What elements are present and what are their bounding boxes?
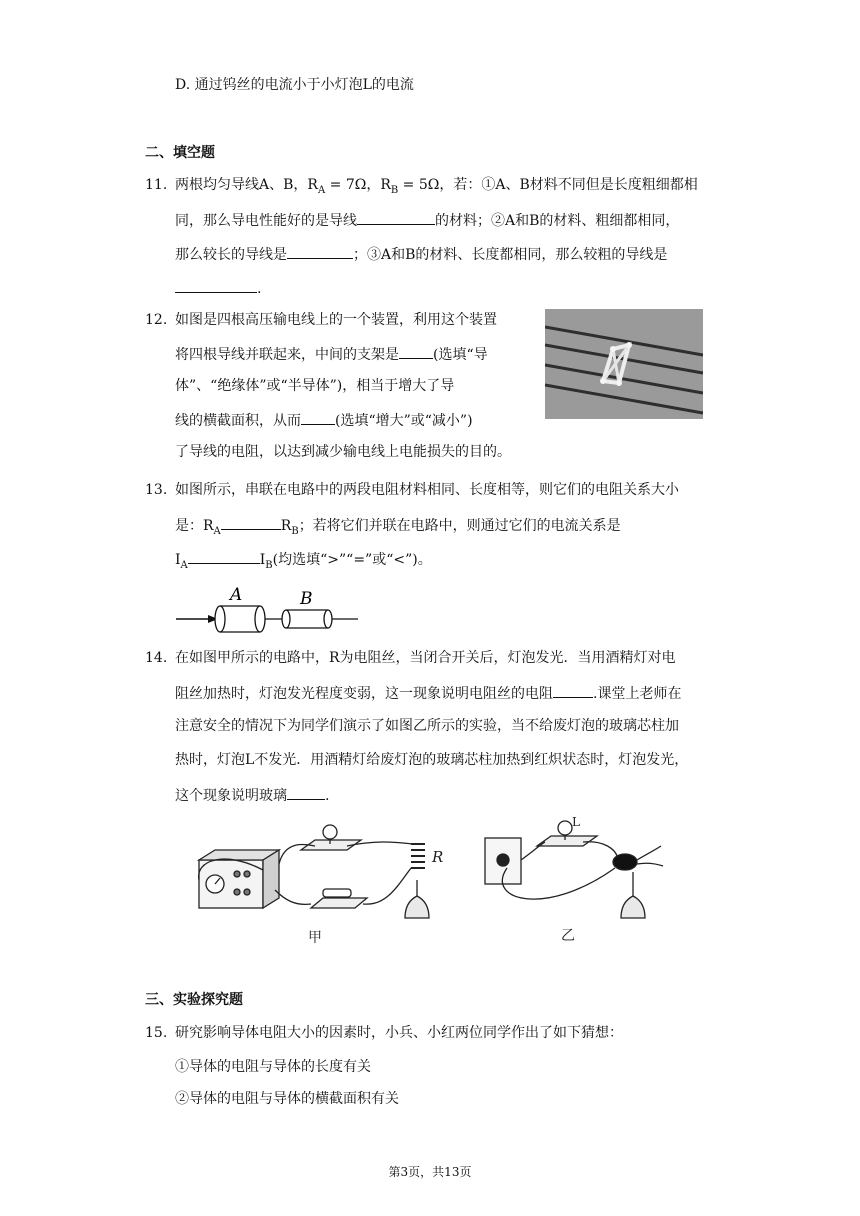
q12-line-4: 线的横截面积，从而 (选填“增大”或“减小”) xyxy=(175,409,473,431)
q11-blank-2[interactable] xyxy=(287,243,353,259)
conductors-a-b-figure xyxy=(172,584,362,642)
q11-line-4: . xyxy=(175,277,261,299)
q14-line-3: 注意安全的情况下为同学们演示了如图乙所示的实验，当不给废灯泡的玻璃芯柱加 xyxy=(175,718,679,734)
q12-line-1: 如图是四根高压输电线上的一个装置，利用这个装置 xyxy=(175,312,497,328)
q13-blank-2[interactable] xyxy=(188,548,260,564)
q12-line-5: 了导线的电阻，以达到减少输电线上电能损失的目的。 xyxy=(175,444,511,460)
q14-line-1: 在如图甲所示的电路中，R为电阻丝，当闭合开关后，灯泡发光．当用酒精灯对电 xyxy=(175,650,676,666)
label-r: R xyxy=(432,848,444,866)
q13-line-3: $I_A$ $I_B$(均选填“>”“=”或“<”)。 xyxy=(175,548,432,576)
q11-line-2: 同，那么导电性能好的是导线 的材料；②A和B的材料、粗细都相同， xyxy=(175,209,679,231)
q11-line-1: 两根均匀导线A、B，$R_A = 7\Omega$，$R_B = 5\Omega$，若：①A、B材料不同但是长度粗细都相 xyxy=(175,177,698,196)
q15-line-1: 研究影响导体电阻大小的因素时，小兵、小红两位同学作出了如下猜想： xyxy=(175,1025,623,1041)
q10-option-d: D. 通过钨丝的电流小于小灯泡L的电流 xyxy=(175,77,414,93)
q14-line-5: 这个现象说明玻璃 . xyxy=(175,784,329,806)
section-title-experiment: 三、实验探究题 xyxy=(145,992,243,1008)
q12-number: 12. xyxy=(145,312,168,328)
q14-blank-2[interactable] xyxy=(287,784,325,800)
q11-number: 11. xyxy=(145,177,168,193)
label-jia: 甲 xyxy=(308,930,322,946)
q13-line-1: 如图所示，串联在电路中的两段电阻材料相同、长度相等，则它们的电阻关系大小 xyxy=(175,482,679,498)
q15-hypothesis-1: ①导体的电阻与导体的长度有关 xyxy=(175,1059,371,1075)
conductor-a xyxy=(215,606,265,632)
label-l: L xyxy=(572,815,580,829)
q14-line-2: 阻丝加热时，灯泡发光程度变弱，这一现象说明电阻丝的电阻 .课堂上老师在 xyxy=(175,682,681,704)
page-footer: 第3页，共13页 xyxy=(388,1165,472,1179)
q13-line-2: 是：$R_A$ $R_B$；若将它们并联在电路中，则通过它们的电流关系是 xyxy=(175,514,621,542)
circuit-yi xyxy=(485,821,663,918)
conductor-b xyxy=(282,610,332,628)
q11-line-3: 那么较长的导线是 ；③A和B的材料、长度都相同，那么较粗的导线是 xyxy=(175,243,667,265)
section-title-fill-blank: 二、填空题 xyxy=(145,145,215,161)
circuit-jia xyxy=(199,825,429,918)
q14-number: 14. xyxy=(145,650,168,666)
q12-line-3: 体”、“绝缘体”或“半导体”)，相当于增大了导 xyxy=(175,378,455,394)
q15-number: 15. xyxy=(145,1025,168,1041)
q12-blank-2[interactable] xyxy=(301,409,335,425)
q13-blank-1[interactable] xyxy=(221,514,281,530)
q12-line-2: 将四根导线并联起来，中间的支架是 (选填“导 xyxy=(175,343,488,365)
circuit-figures xyxy=(185,810,675,950)
q14-blank-1[interactable] xyxy=(553,682,593,698)
q14-line-4: 热时，灯泡L不发光．用酒精灯给废灯泡的玻璃芯柱加热到红炽状态时，灯泡发光， xyxy=(175,752,689,768)
q13-number: 13. xyxy=(145,482,168,498)
q15-hypothesis-2: ②导体的电阻与导体的横截面积有关 xyxy=(175,1091,399,1107)
label-b: B xyxy=(300,589,313,609)
label-a: A xyxy=(230,585,243,605)
label-yi: 乙 xyxy=(561,928,575,944)
q12-blank-1[interactable] xyxy=(399,343,433,359)
q11-blank-1[interactable] xyxy=(357,209,435,225)
power-line-spacer-photo xyxy=(545,309,703,419)
q11-blank-3[interactable] xyxy=(175,277,257,293)
